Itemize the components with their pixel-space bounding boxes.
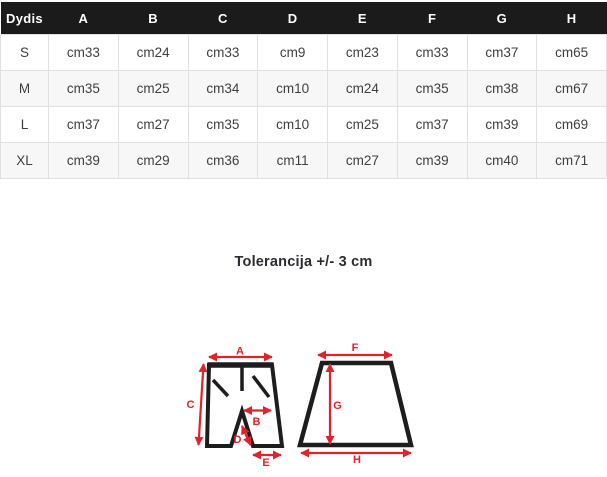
shorts-right-pocket-line	[253, 376, 269, 397]
size-table-body	[1, 35, 607, 179]
measure-arrow-c	[199, 364, 204, 445]
measurement-cell: cm36	[188, 143, 258, 179]
measurement-cell: cm11	[258, 143, 328, 179]
measurement-cell: cm25	[118, 71, 188, 107]
measurement-cell: cm38	[467, 71, 537, 107]
table-row	[1, 143, 607, 179]
measurement-cell: cm37	[49, 107, 119, 143]
measurement-cell: cm39	[49, 143, 119, 179]
table-row	[1, 35, 607, 71]
measure-label-g: G	[333, 400, 342, 412]
size-table	[0, 2, 607, 179]
waist-figure	[300, 342, 411, 466]
measure-label-c: C	[186, 399, 195, 411]
tolerance-note: Tolerancija +/- 3 cm	[234, 254, 373, 270]
measurement-cell: cm37	[397, 107, 467, 143]
measurement-cell: cm71	[537, 143, 607, 179]
measurement-cell: cm24	[118, 35, 188, 71]
measurement-cell: cm33	[49, 35, 119, 71]
table-row	[1, 107, 607, 143]
measure-label-d: D	[233, 434, 242, 446]
measurement-cell: cm35	[397, 71, 467, 107]
measurement-cell: cm69	[537, 107, 607, 143]
column-header: E	[328, 2, 398, 35]
column-header: F	[397, 2, 467, 35]
measure-label-a: A	[236, 345, 244, 358]
measurement-cell: cm39	[467, 107, 537, 143]
measurement-cell: cm27	[118, 107, 188, 143]
measurement-cell: cm35	[49, 71, 119, 107]
measure-label-e: E	[262, 457, 270, 469]
size-label-cell: L	[1, 107, 49, 143]
measure-label-f: F	[351, 342, 359, 354]
measurement-cell: cm35	[188, 107, 258, 143]
column-header: A	[49, 2, 119, 35]
size-table-header-row	[1, 2, 607, 35]
measure-label-h: H	[353, 454, 361, 466]
table-row	[1, 71, 607, 107]
measurement-cell: cm34	[188, 71, 258, 107]
measurement-cell: cm24	[328, 71, 398, 107]
measurement-cell: cm29	[118, 143, 188, 179]
shorts-left-pocket-line	[213, 380, 228, 396]
measurement-cell: cm65	[537, 35, 607, 71]
size-label-cell: S	[1, 35, 49, 71]
measurement-diagram	[185, 340, 420, 477]
shorts-figure	[187, 346, 282, 470]
column-header: C	[188, 2, 258, 35]
measurement-cell: cm10	[258, 107, 328, 143]
measurement-cell: cm39	[397, 143, 467, 179]
measurement-cell: cm25	[328, 107, 398, 143]
measurement-cell: cm67	[537, 71, 607, 107]
measure-label-b: B	[252, 416, 261, 428]
size-label-cell: M	[1, 71, 49, 107]
measurement-cell: cm10	[258, 71, 328, 107]
measurement-cell: cm9	[258, 35, 328, 71]
measurement-cell: cm33	[188, 35, 258, 71]
trapezoid-outline	[300, 363, 411, 445]
column-header: G	[467, 2, 537, 35]
column-header: B	[118, 2, 188, 35]
measurement-cell: cm23	[328, 35, 398, 71]
column-header: D	[258, 2, 328, 35]
measurement-cell: cm40	[467, 143, 537, 179]
column-header: H	[537, 2, 607, 35]
measurement-cell: cm27	[328, 143, 398, 179]
column-header-size: Dydis	[1, 2, 49, 35]
size-label-cell: XL	[1, 143, 49, 179]
measurement-cell: cm37	[467, 35, 537, 71]
measurement-cell: cm33	[397, 35, 467, 71]
